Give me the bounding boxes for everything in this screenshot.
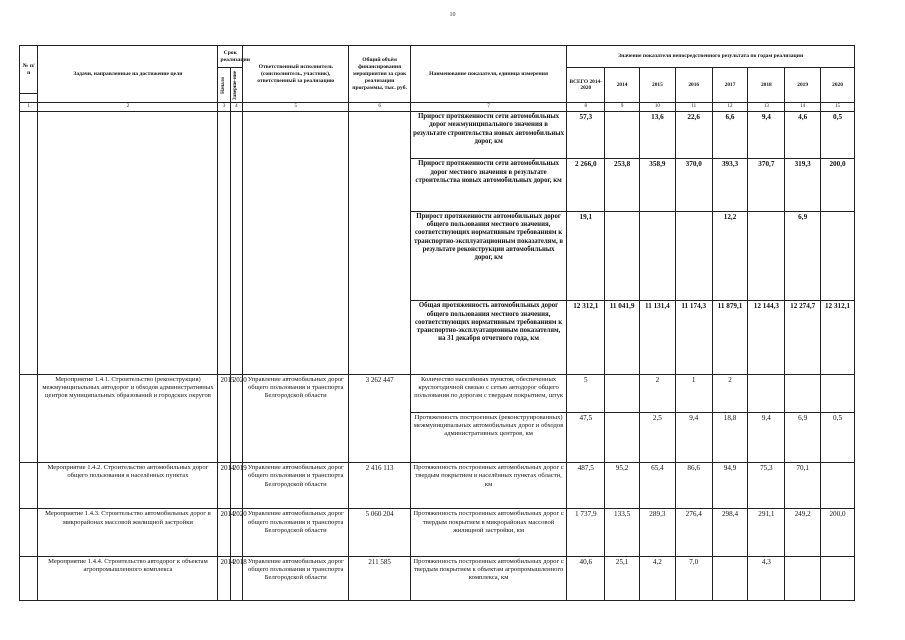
measure-task: Мероприятие 1.4.1. Строительство (реконструкция) межмуниципальных автодорог и обходов административных центров муниципальных образований и городских округов — [38, 374, 218, 462]
indicator-value: 70,1 — [785, 463, 821, 509]
indicator-value: 487,5 — [567, 463, 605, 509]
indicator-name: Протяженность построенных автомобильных дорог с твердым покрытием в микрорайонах массовой жилищной застройки, км — [410, 509, 567, 556]
indicator-value: 4,3 — [748, 556, 785, 600]
column-number: 14 — [785, 103, 821, 112]
measure-end-year: 2018 — [230, 556, 242, 600]
indicator-value: 2 — [712, 374, 748, 412]
header-indicator: Наименование показателя, единица измерения — [410, 46, 567, 103]
measure-task: Мероприятие 1.4.4. Строительство автодорог к объектам агропромышленного комплекса — [38, 556, 218, 600]
indicator-value — [821, 374, 855, 412]
header-values-group: Значение показателя непосредственного результата по годам реализации — [567, 46, 855, 68]
column-number: 15 — [821, 103, 855, 112]
column-number: 7 — [410, 103, 567, 112]
indicator-value: 11 174,3 — [675, 301, 712, 375]
indicator-value: 95,2 — [605, 463, 640, 509]
indicator-value: 12,2 — [712, 211, 748, 300]
indicator-value: 25,1 — [605, 556, 640, 600]
indicator-value: 11 041,9 — [605, 301, 640, 375]
indicator-value — [821, 556, 855, 600]
table-row — [20, 509, 855, 556]
num-cell — [20, 374, 38, 462]
column-number: 11 — [675, 103, 712, 112]
measure-executor: Управление автомобильных дорог общего пользования и транспорта Белгородской области — [243, 374, 349, 462]
header-term-end: Заверше-ние — [230, 68, 242, 103]
header-year-2020: 2020 — [821, 68, 855, 103]
header-year-2015: 2015 — [639, 68, 675, 103]
header-year-2018: 2018 — [748, 68, 785, 103]
indicator-value: 6,9 — [785, 412, 821, 462]
indicator-value: 9,4 — [748, 112, 785, 159]
num-cell — [20, 112, 38, 375]
indicator-value — [605, 412, 640, 462]
end-cell — [230, 112, 242, 375]
indicator-value: 249,2 — [785, 509, 821, 556]
indicator-value: 1 737,9 — [567, 509, 605, 556]
indicator-value: 289,3 — [639, 509, 675, 556]
indicator-value: 370,0 — [675, 159, 712, 212]
header-term-start: Начало — [218, 68, 230, 103]
header-year-2019: 2019 — [785, 68, 821, 103]
indicator-value — [675, 211, 712, 300]
indicator-name: Общая протяженность автомобильных дорог общего пользования местного значения, соответствующих нормативным требованиям к транспортно-эксплуатационным показателям, на 31 декабря отчетного года, км — [410, 301, 567, 375]
indicator-value: 2 266,0 — [567, 159, 605, 212]
indicator-value: 2 — [639, 374, 675, 412]
indicator-name: Протяженность построенных автомобильных дорог с твердым покрытием в населённых пунктах области, км — [410, 463, 567, 509]
indicator-value — [748, 374, 785, 412]
measure-start-year: 2014 — [218, 463, 230, 509]
measure-end-year: 2020 — [230, 509, 242, 556]
indicator-value: 65,4 — [639, 463, 675, 509]
indicator-value: 40,6 — [567, 556, 605, 600]
indicator-value: 12 274,7 — [785, 301, 821, 375]
column-number: 8 — [567, 103, 605, 112]
indicator-value — [748, 211, 785, 300]
indicator-value: 200,0 — [821, 509, 855, 556]
indicator-value: 13,6 — [639, 112, 675, 159]
indicator-name: Прирост протяженности автомобильных дорог общего пользования местного значения, соответствующих нормативным требованиям к транспортно-эксплуатационным показателям, в результате реконструкции автомобильных дорог, км — [410, 211, 567, 300]
indicator-value — [639, 211, 675, 300]
indicator-value — [785, 374, 821, 412]
measure-start-year: 2015 — [218, 374, 230, 462]
header-finance: Общий объём финансирования мероприятия за срок реализации программы, тыс. руб. — [349, 46, 410, 103]
indicator-value: 4,2 — [639, 556, 675, 600]
table-row — [20, 374, 855, 412]
program-table — [19, 45, 855, 601]
indicator-value — [785, 556, 821, 600]
indicator-value: 11 879,1 — [712, 301, 748, 375]
measure-end-year: 2020 — [230, 374, 242, 462]
indicator-value: 57,3 — [567, 112, 605, 159]
header-task: Задачи, направленные на достижение цели — [38, 46, 218, 103]
header-num: № п/п — [20, 46, 38, 94]
indicator-value: 7,0 — [675, 556, 712, 600]
header-year-2017: 2017 — [712, 68, 748, 103]
indicator-value: 94,9 — [712, 463, 748, 509]
indicator-value: 4,6 — [785, 112, 821, 159]
column-number: 9 — [605, 103, 640, 112]
measure-finance: 2 416 113 — [349, 463, 410, 509]
indicator-value: 1 — [675, 374, 712, 412]
indicator-value: 6,6 — [712, 112, 748, 159]
indicator-value: 393,3 — [712, 159, 748, 212]
header-year-total: ВСЕГО 2014-2020 — [567, 68, 605, 103]
indicator-value: 291,1 — [748, 509, 785, 556]
indicator-value: 22,6 — [675, 112, 712, 159]
measure-end-year: 2019 — [230, 463, 242, 509]
header-executor: Ответственный исполнитель (соисполнитель, участник), ответственный за реализацию — [243, 46, 349, 103]
indicator-value: 0,5 — [821, 412, 855, 462]
num-cell — [20, 463, 38, 509]
column-number: 12 — [712, 103, 748, 112]
column-number: 1 — [20, 103, 38, 112]
finance-cell — [349, 112, 410, 375]
indicator-value: 9,4 — [675, 412, 712, 462]
indicator-value: 358,9 — [639, 159, 675, 212]
indicator-value — [605, 211, 640, 300]
indicator-value — [605, 374, 640, 412]
header-year-2014: 2014 — [605, 68, 640, 103]
indicator-name: Количество населённых пунктов, обеспеченных круглогодичной связью с сетью автодорог общего пользования по дорогам с твердым покрытием, штук — [410, 374, 567, 412]
measure-executor: Управление автомобильных дорог общего пользования и транспорта Белгородской области — [243, 463, 349, 509]
measure-executor: Управление автомобильных дорог общего пользования и транспорта Белгородской области — [243, 509, 349, 556]
measure-start-year: 2014 — [218, 509, 230, 556]
indicator-value: 12 144,3 — [748, 301, 785, 375]
indicator-value: 298,4 — [712, 509, 748, 556]
indicator-name: Прирост протяженности сети автомобильных дорог межмуниципального значения в результате строительства новых автомобильных дорог, км — [410, 112, 567, 159]
num-cell — [20, 556, 38, 600]
indicator-value: 12 312,1 — [567, 301, 605, 375]
indicator-name: Протяженность построенных (реконструированных) межмуниципальных автомобильных дорог и обходов административных центров, км — [410, 412, 567, 462]
indicator-value: 12 312,1 — [821, 301, 855, 375]
measure-executor: Управление автомобильных дорог общего пользования и транспорта Белгородской области — [243, 556, 349, 600]
table-row — [20, 463, 855, 509]
indicator-value: 75,3 — [748, 463, 785, 509]
measure-start-year: 2014 — [218, 556, 230, 600]
indicator-value — [605, 112, 640, 159]
indicator-value: 5 — [567, 374, 605, 412]
indicator-value: 47,5 — [567, 412, 605, 462]
indicator-value: 2,5 — [639, 412, 675, 462]
num-cell — [20, 509, 38, 556]
measure-finance: 211 585 — [349, 556, 410, 600]
indicator-value: 9,4 — [748, 412, 785, 462]
measure-finance: 3 262 447 — [349, 374, 410, 462]
header-term: Срок реализации — [218, 46, 243, 68]
column-number: 2 — [38, 103, 218, 112]
column-number: 10 — [639, 103, 675, 112]
measure-finance: 5 060 204 — [349, 509, 410, 556]
table-row — [20, 112, 855, 159]
start-cell — [218, 112, 230, 375]
table-row — [20, 556, 855, 600]
indicator-value: 0,5 — [821, 112, 855, 159]
indicator-value: 276,4 — [675, 509, 712, 556]
header-year-2016: 2016 — [675, 68, 712, 103]
indicator-value — [821, 463, 855, 509]
column-numbers-row — [20, 103, 855, 112]
indicator-value: 200,0 — [821, 159, 855, 212]
indicator-value — [712, 556, 748, 600]
column-number: 6 — [349, 103, 410, 112]
indicator-value: 6,9 — [785, 211, 821, 300]
indicator-value: 18,8 — [712, 412, 748, 462]
indicator-name: Прирост протяженности сети автомобильных дорог местного значения в результате строительства новых автомобильных дорог, км — [410, 159, 567, 212]
measure-task: Мероприятие 1.4.3. Строительство автомобильных дорог в микрорайонах массовой жилищной застройки — [38, 509, 218, 556]
measure-task: Мероприятие 1.4.2. Строительство автомобильных дорог общего пользования в населённых пунктах — [38, 463, 218, 509]
column-number: 13 — [748, 103, 785, 112]
indicator-value: 19,1 — [567, 211, 605, 300]
indicator-value: 370,7 — [748, 159, 785, 212]
indicator-value: 319,3 — [785, 159, 821, 212]
indicator-value: 133,5 — [605, 509, 640, 556]
page-number: 10 — [449, 12, 456, 18]
indicator-value: 11 131,4 — [639, 301, 675, 375]
indicator-value — [821, 211, 855, 300]
column-number: 3 — [218, 103, 230, 112]
indicator-value: 86,6 — [675, 463, 712, 509]
task-cell — [38, 112, 218, 375]
indicator-name: Протяженность построенных автомобильных дорог с твердым покрытием к объектам агропромышленного комплекса, км — [410, 556, 567, 600]
executor-cell — [243, 112, 349, 375]
column-number: 4 — [230, 103, 242, 112]
column-number: 5 — [243, 103, 349, 112]
indicator-value: 253,8 — [605, 159, 640, 212]
